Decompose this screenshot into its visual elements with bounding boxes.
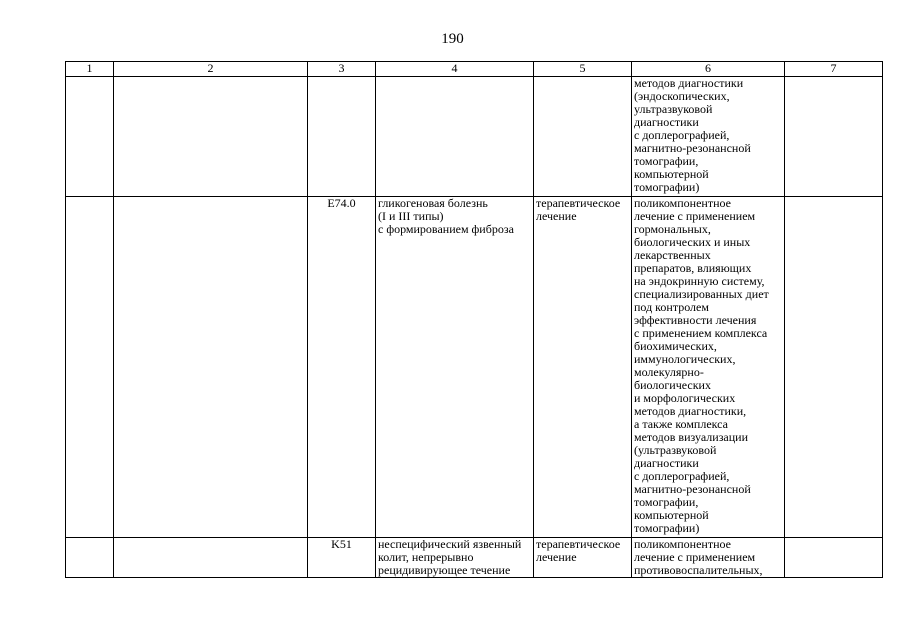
- table-row: [66, 197, 883, 538]
- column-number-row: [66, 62, 883, 77]
- column-header: 3: [308, 62, 376, 77]
- method-line: под контролем: [634, 300, 709, 314]
- table-row: [66, 77, 883, 197]
- treatment-type-cell: [534, 538, 632, 578]
- icd-code-cell: [308, 77, 376, 197]
- method-line: биологических и иных: [634, 235, 751, 249]
- care-type-cell: [114, 538, 308, 578]
- method-line: молекулярно-: [634, 365, 704, 379]
- treatment-type-line: лечение: [536, 209, 577, 223]
- treatment-type-line: лечение: [536, 550, 577, 564]
- method-line: методов диагностики,: [634, 404, 747, 418]
- column-header: 1: [66, 62, 114, 77]
- method-line: томографии,: [634, 495, 699, 509]
- icd-code-cell: K51: [308, 538, 376, 578]
- method-line: магнитно-резонансной: [634, 141, 751, 155]
- diagnosis-cell: [376, 77, 534, 197]
- group-cell: [66, 538, 114, 578]
- method-line: томографии,: [634, 154, 699, 168]
- method-line: магнитно-резонансной: [634, 482, 751, 496]
- method-line: с применением комплекса: [634, 326, 768, 340]
- method-line: методов диагностики: [634, 76, 744, 90]
- method-line: методов визуализации: [634, 430, 749, 444]
- cost-cell: [785, 538, 883, 578]
- method-line: лекарственных: [634, 248, 711, 262]
- diagnosis-line: неспецифический язвенный: [378, 537, 522, 551]
- method-line: томографии): [634, 180, 700, 194]
- method-line: диагностики: [634, 115, 699, 129]
- method-line: гормональных,: [634, 222, 711, 236]
- column-header: 2: [114, 62, 308, 77]
- icd-code-cell: E74.0: [308, 197, 376, 538]
- method-line: поликомпонентное: [634, 537, 731, 551]
- method-line: эффективности лечения: [634, 313, 757, 327]
- diagnosis-cell: [376, 538, 534, 578]
- medical-care-table: [65, 61, 883, 578]
- treatment-type-cell: [534, 77, 632, 197]
- method-line: биохимических,: [634, 339, 717, 353]
- diagnosis-line: колит, непрерывно: [378, 550, 474, 564]
- column-header: 4: [376, 62, 534, 77]
- method-line: лечение с применением: [634, 209, 756, 223]
- method-line: компьютерной: [634, 508, 709, 522]
- method-line: а также комплекса: [634, 417, 728, 431]
- method-line: иммунологических,: [634, 352, 736, 366]
- method-cell: [632, 538, 785, 578]
- column-header: 7: [785, 62, 883, 77]
- group-cell: [66, 77, 114, 197]
- treatment-type-line: терапевтическое: [536, 196, 621, 210]
- method-line: на эндокринную систему,: [634, 274, 765, 288]
- diagnosis-line: рецидивирующее течение: [378, 563, 511, 577]
- method-cell: [632, 77, 785, 197]
- treatment-type-cell: [534, 197, 632, 538]
- method-line: с доплерографией,: [634, 469, 730, 483]
- method-line: томографии): [634, 521, 700, 535]
- method-line: противовоспалительных,: [634, 563, 763, 577]
- method-line: диагностики: [634, 456, 699, 470]
- method-line: поликомпонентное: [634, 196, 731, 210]
- treatment-type-line: терапевтическое: [536, 537, 621, 551]
- method-line: и морфологических: [634, 391, 736, 405]
- diagnosis-line: гликогеновая болезнь: [378, 196, 488, 210]
- care-type-cell: [114, 197, 308, 538]
- diagnosis-line: с формированием фиброза: [378, 222, 514, 236]
- cost-cell: [785, 77, 883, 197]
- care-type-cell: [114, 77, 308, 197]
- method-line: препаратов, влияющих: [634, 261, 752, 275]
- group-cell: [66, 197, 114, 538]
- page-number: 190: [441, 31, 464, 47]
- table-row: [66, 538, 883, 578]
- method-line: (эндоскопических,: [634, 89, 730, 103]
- method-line: ультразвуковой: [634, 102, 713, 116]
- method-line: лечение с применением: [634, 550, 756, 564]
- method-line: специализированных диет: [634, 287, 769, 301]
- column-header: 5: [534, 62, 632, 77]
- method-line: с доплерографией,: [634, 128, 730, 142]
- method-line: (ультразвуковой: [634, 443, 717, 457]
- diagnosis-line: (I и III типы): [378, 209, 444, 223]
- method-line: биологических: [634, 378, 711, 392]
- method-line: компьютерной: [634, 167, 709, 181]
- method-cell: [632, 197, 785, 538]
- diagnosis-cell: [376, 197, 534, 538]
- cost-cell: [785, 197, 883, 538]
- column-header: 6: [632, 62, 785, 77]
